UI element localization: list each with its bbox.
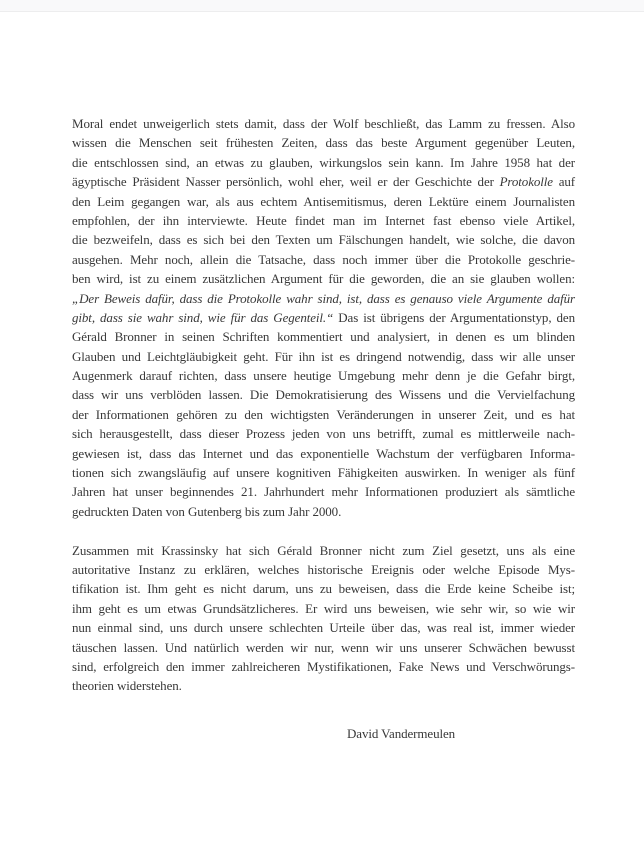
text-line [72,192,575,211]
text-line [72,541,575,560]
body-text: Jahren hat unser beginnendes 21. Jahrhundert mehr Informationen produziert als sämtliche [72,484,575,500]
text-line [72,269,575,288]
text-line [72,560,575,579]
text-line [72,366,575,385]
text-line [72,444,575,463]
body-text: sind, erfolgreich den immer zahlreicheren Mystifikationen, Fake News und Verschwörungs- [72,658,575,674]
text-line [72,385,575,404]
italic-text: „Der Beweis dafür, dass die Protokolle wahr sind, ist, dass es genauso viele Argumente dafür [72,290,575,306]
body-text: auf [552,174,575,190]
text-line [72,676,575,695]
text-line [72,133,575,152]
text-line [72,114,575,133]
text-line [72,153,575,172]
text-line [72,657,575,676]
body-text: Augenmerk darauf richten, dass unsere heutige Umgebung mehr denn je die Gefahr birgt, [72,368,575,384]
body-text: Glauben und Leichtgläubigkeit geht. Für ihn ist es dringend notwendig, dass wir alle unser [72,348,575,364]
text-line [72,289,575,308]
italic-text: Protokolle [499,174,553,190]
text-line [72,172,575,191]
text-line [72,211,575,230]
body-text: autoritative Instanz zu erklären, welches historische Ereignis oder welche Episode Mys- [72,561,575,577]
body-text: Moral endet unweigerlich stets damit, dass der Wolf beschließt, das Lamm zu fressen. Also [72,116,575,131]
signature: David Vandermeulen [347,725,456,741]
text-line [72,463,575,482]
text-line [72,424,575,443]
body-text: Gérald Bronner in seinen Schriften kommentiert und analysiert, in denen es um blinden [72,329,575,345]
text-line [72,638,575,657]
page-top-edge [0,0,644,12]
body-text: ausgehen. Mehr noch, allein die Tatsache, dass noch immer über die Protokolle geschrie- [72,251,575,267]
body-text: tifikation ist. Ihm geht es nicht darum, uns zu beweisen, dass die Erde keine Scheibe ist; [72,581,575,597]
italic-text: gibt, dass sie wahr sind, wie für das Gegenteil.“ [72,309,334,325]
text-line [72,579,575,598]
text-line [72,327,575,346]
body-text: gewiesen ist, dass das Internet und das exponentielle Wachstum der verfügbaren Informa- [72,445,575,461]
text-line [72,482,575,501]
body-text: den Leim gegangen war, als aus echtem Antisemitismus, deren Lektüre einem Journalisten [72,193,575,209]
body-text: ägyptische Präsident Nasser persönlich, wohl eher, weil er der Geschichte der [72,174,500,190]
text-line [72,502,575,521]
body-text: wissen die Menschen seit frühesten Zeiten, dass das beste Argument gegenüber Leuten, [72,135,575,151]
body-text: sich herausgestellt, dass dieser Prozess jeden von uns betrifft, zumal es mittlerweile nach- [72,426,575,442]
text-line [72,405,575,424]
body-text: die entschlossen sind, an etwas zu glauben, wirkungslos sein kann. Im Jahre 1958 hat der [72,154,575,170]
body-text: gedruckten Daten von Gutenberg bis zum Jahr 2000. [72,503,342,519]
body-text: der Informationen gehören zu den wichtigsten Veränderungen in unserer Zeit, und es hat [72,406,575,422]
paragraph [72,114,575,521]
body-text: tionen sich zwangsläufig auf unsere kognitiven Fähigkeiten auswirken. In weniger als fünf [72,465,575,481]
body-text: täuschen lassen. Und natürlich werden wir nur, wenn wir uns unserer Schwächen bewusst [72,639,575,655]
text-line [72,347,575,366]
text-line [72,250,575,269]
body-text: Das ist übrigens der Argumentationstyp, den [333,309,575,325]
body-text: die bezweifeln, dass es sich bei den Texten um Fälschungen handelt, wie solche, die davon [72,232,575,248]
text-line [72,599,575,618]
text-block [72,114,575,743]
body-text: ben wird, ist zu einem zusätzlichen Argument für die geworden, die an sie glauben wollen: [72,271,575,287]
body-text: nun einmal sind, uns durch unsere schlechten Urteile über das, was real ist, immer wieder [72,620,575,636]
text-line [72,230,575,249]
body-text: theorien widerstehen. [72,678,182,694]
text-line [72,308,575,327]
body-text: empfohlen, der ihn interviewte. Heute findet man im Internet fast ebenso viele Artikel, [72,212,575,228]
body-text: Zusammen mit Krassinsky hat sich Gérald Bronner nicht zum Ziel gesetzt, uns als eine [72,542,575,558]
body-text: dass wir uns verblöden lassen. Die Demokratisierung des Wissens und die Vervielfachung [72,387,575,403]
body-text: ihm geht es um etwas Grundsätzlicheres. Er wird uns beweisen, wie sehr wir, so wie wir [72,600,575,616]
text-line [72,618,575,637]
paragraph [72,541,575,696]
